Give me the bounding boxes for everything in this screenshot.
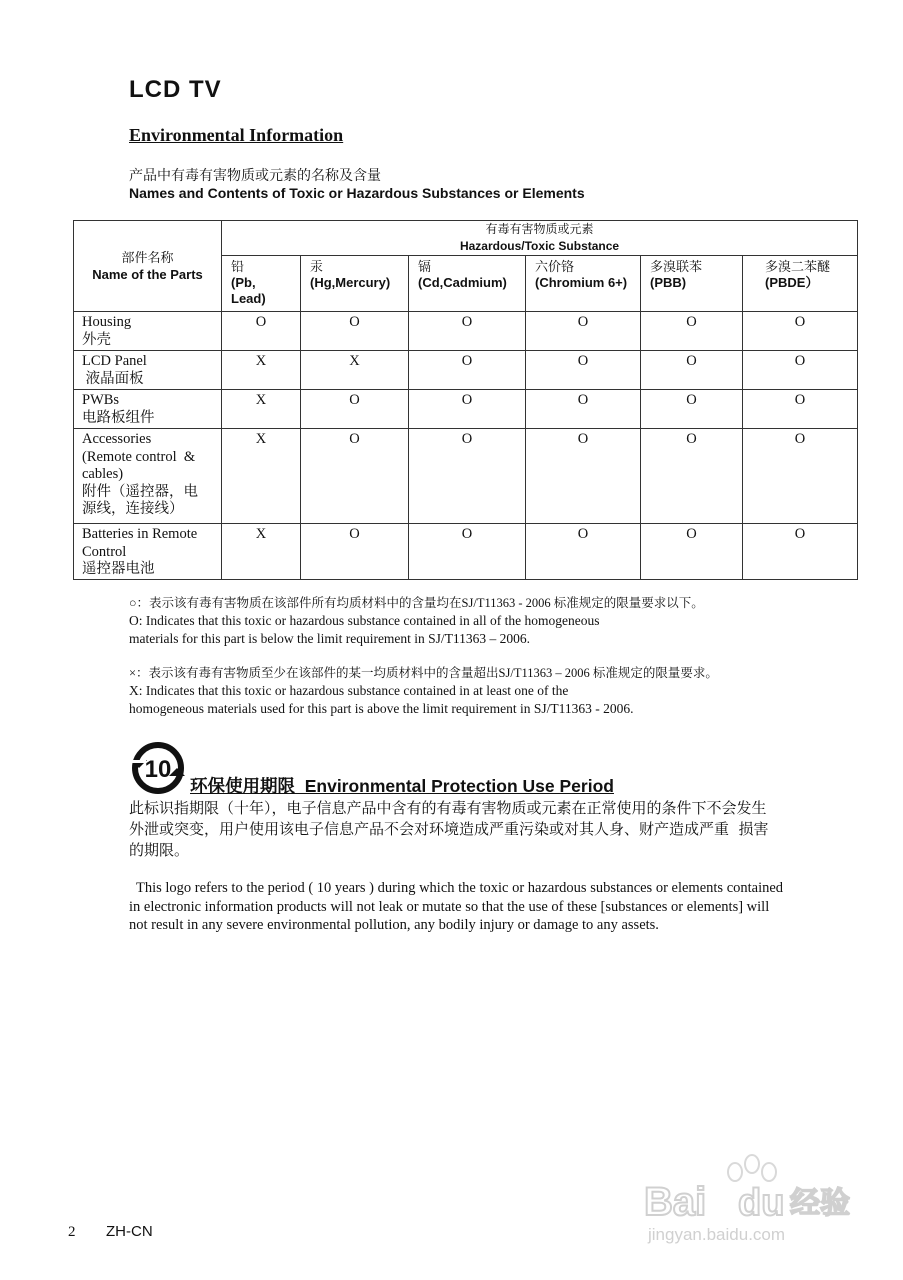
paw-toe-icon bbox=[745, 1155, 759, 1173]
part-name-line: Batteries in Remote bbox=[82, 526, 198, 542]
substance-cn: 六价铬 bbox=[535, 259, 575, 274]
substance-en-2: Lead) bbox=[231, 291, 266, 306]
substance-header bbox=[222, 256, 301, 312]
part-name-line: Control bbox=[82, 543, 127, 560]
part-name-line: PWBs bbox=[82, 392, 120, 408]
table-row bbox=[74, 390, 858, 429]
page-number: 2 bbox=[68, 1224, 76, 1240]
part-name-line: 液晶面板 bbox=[82, 370, 144, 387]
mark-cell: O bbox=[526, 312, 641, 351]
substance-cn: 多溴联苯 bbox=[650, 259, 703, 274]
epu-cn-paragraph bbox=[129, 798, 839, 861]
watermark-brand: Bai bbox=[644, 1180, 707, 1224]
x-note-cn: ×：表示该有毒有害物质至少在该部件的某一均质材料中的含量超出SJ/T11363 – 2006 标准规定的限量要求。 bbox=[129, 666, 718, 680]
substance-cn: 镉 bbox=[418, 259, 432, 274]
mark-cell: O bbox=[743, 351, 858, 390]
hazardous-substance-table bbox=[73, 220, 858, 580]
page-title: LCD TV bbox=[129, 76, 222, 103]
parts-header-cn: 部件名称 bbox=[121, 250, 174, 265]
epu-10-year-logo-icon bbox=[128, 738, 188, 798]
substance-header bbox=[409, 256, 526, 312]
baidu-jingyan-watermark bbox=[640, 1150, 860, 1250]
part-name-line: Accessories bbox=[82, 431, 152, 447]
mark-cell: X bbox=[222, 524, 301, 580]
epu-en-line: This logo refers to the period ( 10 years ) during which the toxic or hazardous substances or elements contained bbox=[129, 880, 784, 896]
substance-cn: 汞 bbox=[310, 259, 324, 274]
mark-cell: O bbox=[526, 524, 641, 580]
epu-en-paragraph bbox=[129, 879, 849, 935]
part-name-line: 外壳 bbox=[82, 331, 111, 348]
watermark-brand-2: du bbox=[738, 1182, 785, 1224]
o-note-cn: ○：表示该有毒有害物质在该部件所有均质材料中的含量均在SJ/T11363 - 2006 标准规定的限量要求以下。 bbox=[129, 596, 704, 610]
x-note-en-1: X: Indicates that this toxic or hazardous substance contained in at least one of the bbox=[129, 683, 569, 698]
mark-cell: O bbox=[743, 390, 858, 429]
table-row bbox=[74, 524, 858, 580]
part-name-line: 遥控器电池 bbox=[82, 561, 155, 577]
epu-heading: 环保使用期限 Environmental Protection Use Period bbox=[190, 776, 614, 796]
logo-number: 10 bbox=[144, 756, 172, 783]
part-name-cell bbox=[74, 351, 222, 390]
mark-cell: O bbox=[409, 429, 526, 524]
mark-cell: O bbox=[641, 429, 743, 524]
mark-cell: X bbox=[222, 429, 301, 524]
part-name-cell bbox=[74, 524, 222, 580]
mark-cell: O bbox=[409, 351, 526, 390]
mark-cell: O bbox=[526, 429, 641, 524]
substance-cn: 铅 bbox=[231, 259, 245, 274]
substance-header bbox=[743, 256, 858, 312]
o-note bbox=[129, 594, 704, 648]
mark-cell: O bbox=[409, 390, 526, 429]
part-name-line: Housing bbox=[82, 314, 132, 330]
part-name-line: cables) bbox=[82, 466, 124, 482]
part-name-line: (Remote control & bbox=[82, 448, 196, 465]
mark-cell: O bbox=[301, 390, 409, 429]
part-name-line: LCD Panel bbox=[82, 353, 147, 369]
x-note-en-2: homogeneous materials used for this part is above the limit requirement in SJ/T11363 - 2006. bbox=[129, 701, 634, 716]
cn-subtitle: 产品中有毒有害物质或元素的名称及含量 bbox=[129, 167, 381, 183]
x-note bbox=[129, 664, 718, 718]
table-row bbox=[74, 312, 858, 351]
part-name-cell bbox=[74, 429, 222, 524]
substance-en: (PBB) bbox=[650, 275, 687, 290]
epu-cn-line: 外泄或突变，用户使用该电子信息产品不会对环境造成严重污染或对其人身、财产造成严重 损害 bbox=[129, 820, 769, 838]
part-name-line: 源线，连接线） bbox=[82, 501, 184, 517]
part-name-line: 附件（遥控器，电 bbox=[82, 483, 198, 500]
o-note-en-1: O: Indicates that this toxic or hazardous substance contained in all of the homogeneous bbox=[129, 613, 600, 628]
substance-en: (Pb, bbox=[231, 275, 256, 290]
mark-cell: O bbox=[301, 429, 409, 524]
watermark-brand-cn: 经验 bbox=[790, 1186, 850, 1221]
part-name-cell bbox=[74, 390, 222, 429]
substance-cn: 多溴二苯醚 bbox=[765, 259, 831, 274]
mark-cell: O bbox=[641, 390, 743, 429]
mark-cell: X bbox=[222, 390, 301, 429]
parts-header-cell bbox=[74, 221, 222, 312]
substance-header bbox=[641, 256, 743, 312]
substance-en: (Chromium 6+) bbox=[535, 275, 628, 290]
part-name-line: 电路板组件 bbox=[82, 409, 155, 426]
epu-cn-line: 的期限。 bbox=[129, 841, 190, 859]
table-row bbox=[74, 429, 858, 524]
substance-en: (Cd,Cadmium) bbox=[418, 275, 507, 290]
substance-en: (PBDE） bbox=[765, 275, 819, 290]
mark-cell: O bbox=[743, 524, 858, 580]
mark-cell: O bbox=[641, 524, 743, 580]
mark-cell: O bbox=[641, 312, 743, 351]
parts-header-en: Name of the Parts bbox=[92, 267, 203, 282]
mark-cell: O bbox=[641, 351, 743, 390]
mark-cell: O bbox=[409, 524, 526, 580]
paw-toe-icon bbox=[762, 1163, 776, 1181]
mark-cell: X bbox=[301, 351, 409, 390]
mark-cell: O bbox=[301, 312, 409, 351]
substance-header bbox=[526, 256, 641, 312]
epu-en-line: in electronic information products will not leak or mutate so that the use of these [substances or elements] will bbox=[129, 898, 770, 915]
mark-cell: O bbox=[526, 390, 641, 429]
epu-cn-line: 此标识指期限（十年），电子信息产品中含有的有毒有害物质或元素在正常使用的条件下不会发生 bbox=[129, 799, 767, 817]
mark-cell: O bbox=[222, 312, 301, 351]
epu-en-line: not result in any severe environmental pollution, any bodily injury or damage to any assets. bbox=[129, 917, 659, 933]
part-name-cell bbox=[74, 312, 222, 351]
substance-header bbox=[301, 256, 409, 312]
environmental-info-heading: Environmental Information bbox=[129, 125, 344, 145]
table-row bbox=[74, 351, 858, 390]
group-header-en: Hazardous/Toxic Substance bbox=[459, 239, 620, 253]
mark-cell: O bbox=[743, 429, 858, 524]
watermark-url: jingyan.baidu.com bbox=[648, 1225, 786, 1244]
mark-cell: O bbox=[526, 351, 641, 390]
mark-cell: O bbox=[301, 524, 409, 580]
group-header-cn: 有毒有害物质或元素 bbox=[485, 222, 594, 236]
language-code: ZH-CN bbox=[106, 1223, 153, 1240]
en-subtitle: Names and Contents of Toxic or Hazardous Substances or Elements bbox=[129, 185, 585, 201]
mark-cell: O bbox=[743, 312, 858, 351]
mark-cell: O bbox=[409, 312, 526, 351]
mark-cell: X bbox=[222, 351, 301, 390]
o-note-en-2: materials for this part is below the limit requirement in SJ/T11363 – 2006. bbox=[129, 631, 531, 646]
paw-toe-icon bbox=[728, 1163, 742, 1181]
substance-en: (Hg,Mercury) bbox=[310, 275, 391, 290]
substance-group-header bbox=[222, 221, 858, 256]
